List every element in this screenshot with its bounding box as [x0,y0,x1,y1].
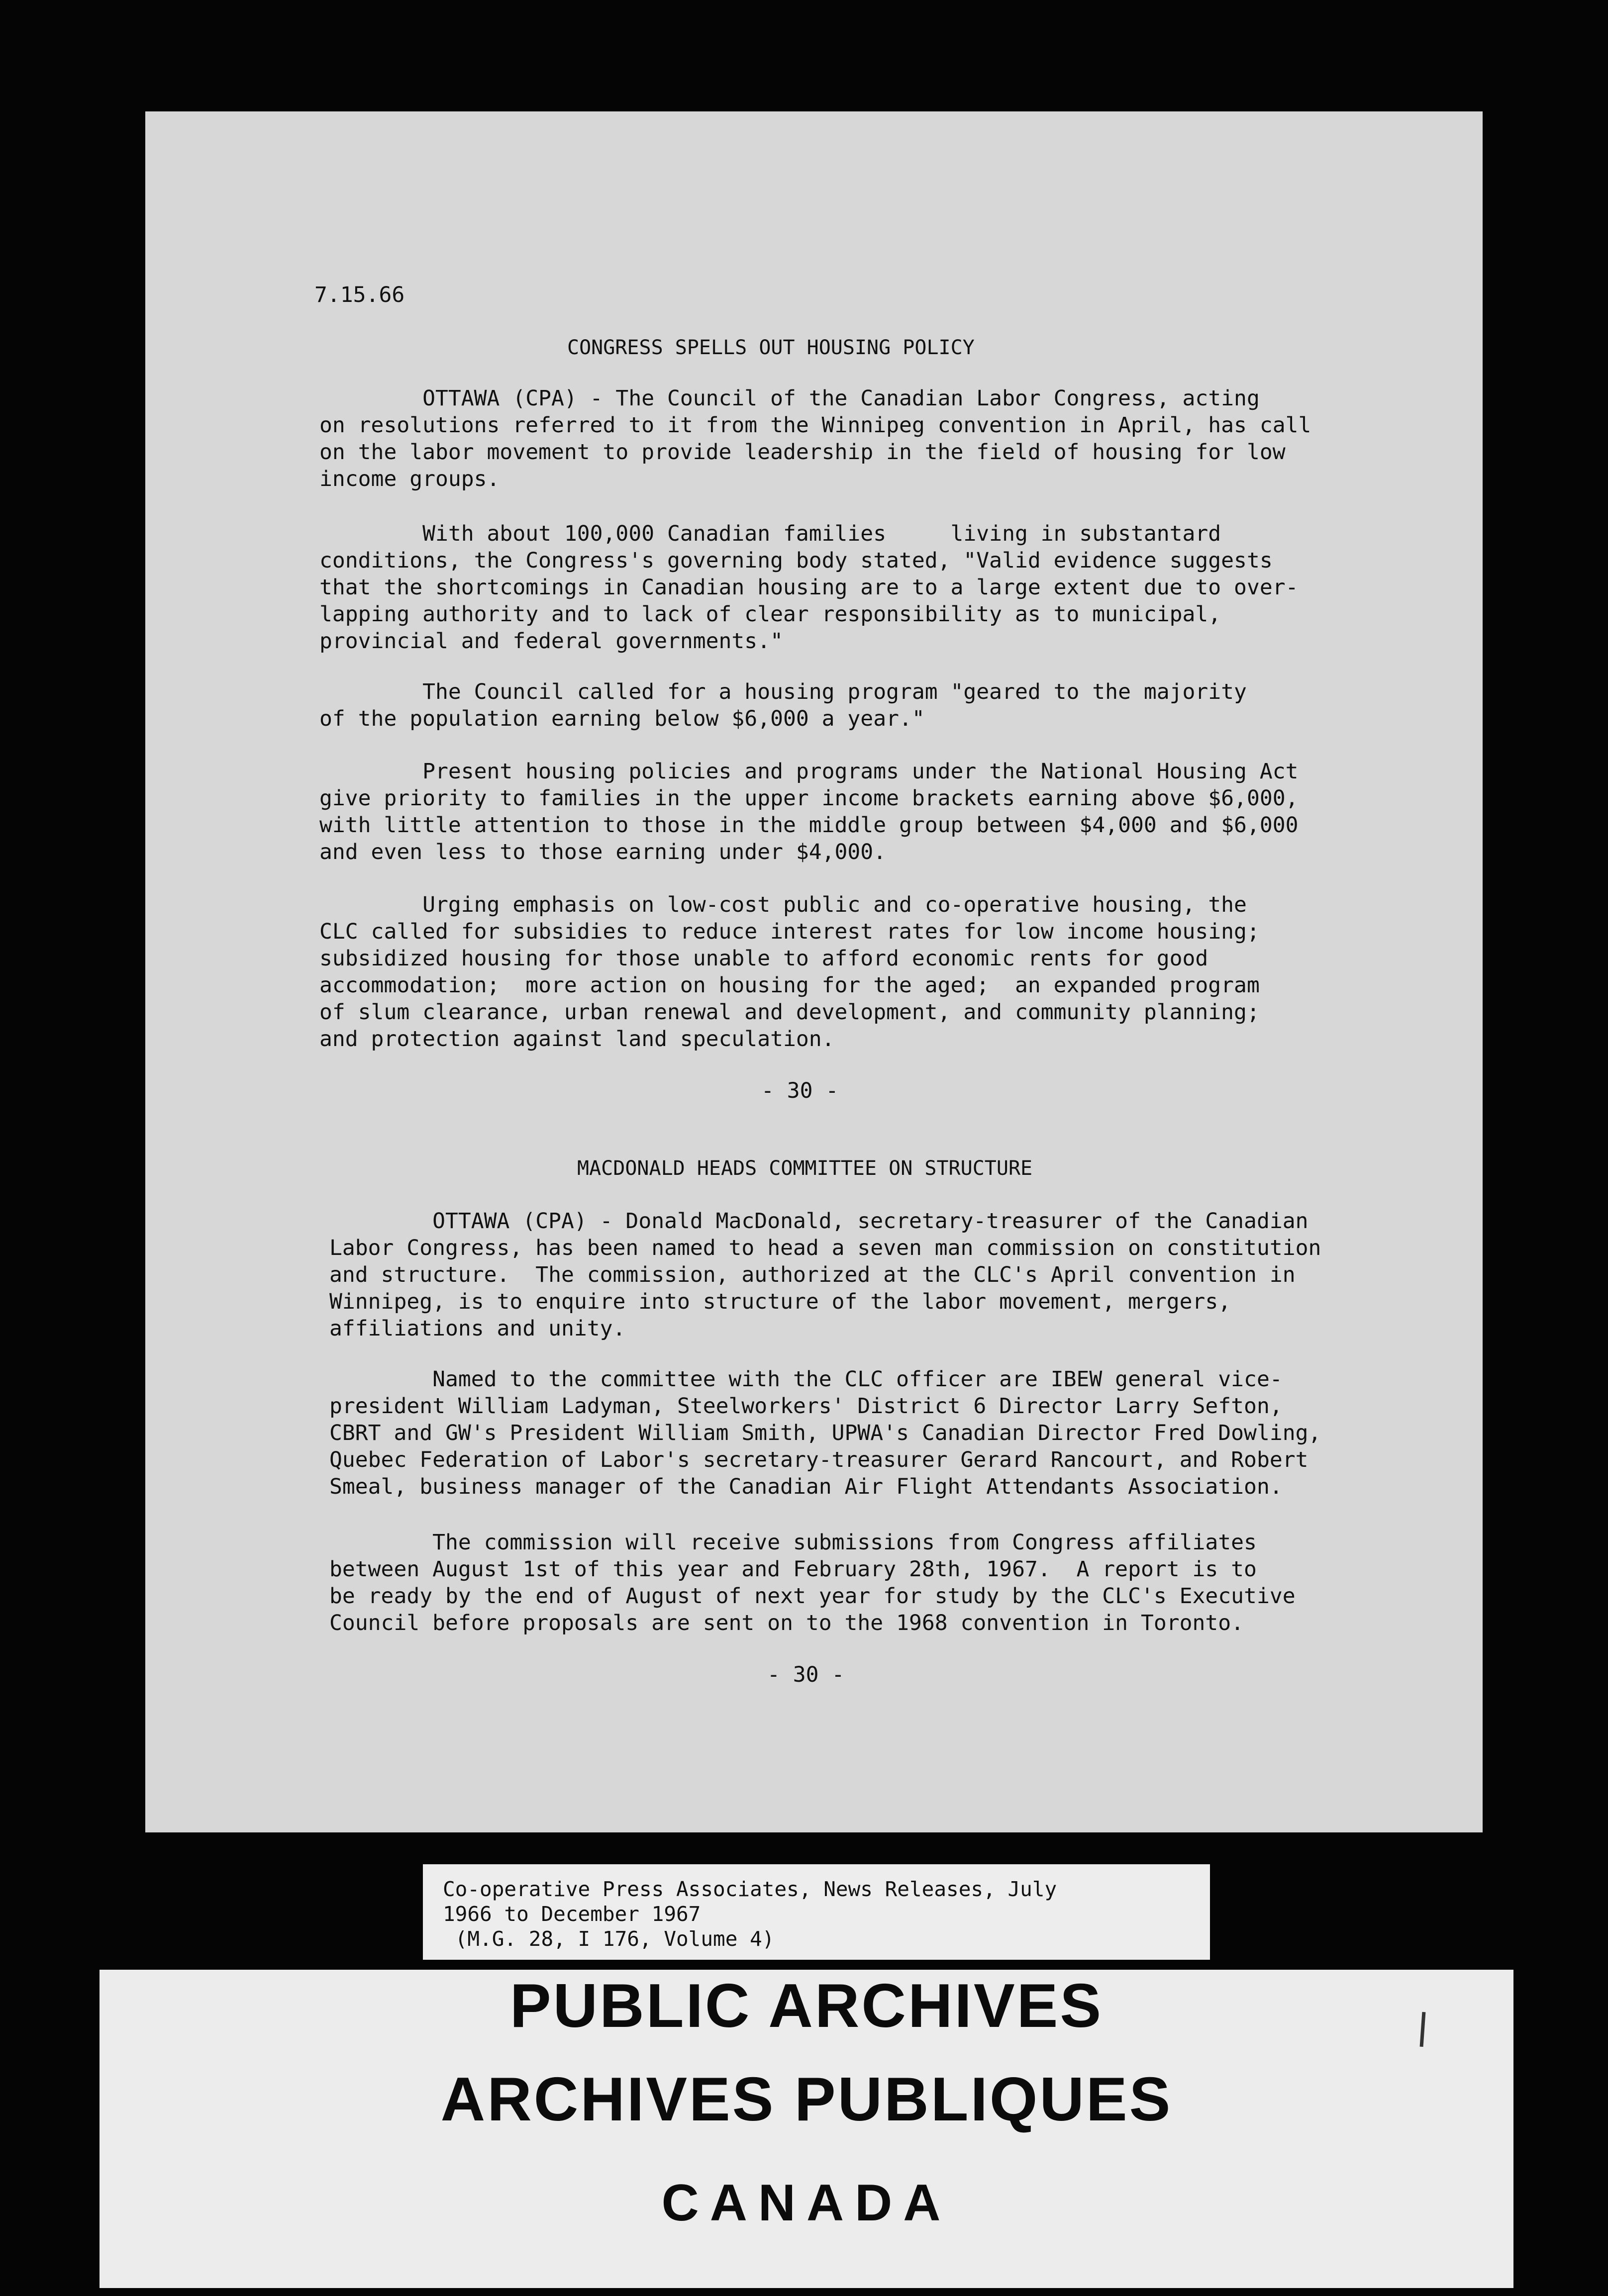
banner-line-3: CANADA [661,2174,952,2232]
article-2-headline: MACDONALD HEADS COMMITTEE ON STRUCTURE [577,1157,1033,1180]
archives-banner [100,1970,1513,2288]
archive-caption-label [423,1864,1210,1960]
article-1-paragraph-3: The Council called for a housing program "geared to the majority of the population earning below $6,000 a year." [319,679,1247,731]
caption-line-3: (M.G. 28, I 176, Volume 4) [443,1927,775,1951]
article-1-paragraph-2: With about 100,000 Canadian families living in substantard conditions, the Congress's governing body stated, "Valid evidence suggests that the shortcomings in Canadian housing are to a large extent due to over- lapping authority and to lack of clear responsibility as to municipal, provincial and federal governments." [319,521,1299,654]
article-1-headline: CONGRESS SPELLS OUT HOUSING POLICY [567,336,975,359]
article-1-paragraph-1: OTTAWA (CPA) - The Council of the Canadian Labor Congress, acting on resolutions referred to it from the Winnipeg convention in April, has call on the labor movement to provide leadership in the field of housing for low income groups. [319,386,1311,491]
banner-line-1: PUBLIC ARCHIVES [509,1972,1104,2040]
caption-line-1: Co-operative Press Associates, News Releases, July [443,1877,1057,1901]
caption-line-2: 1966 to December 1967 [443,1902,701,1926]
article-2-paragraph-3: The commission will receive submissions from Congress affiliates between August 1st of this year and February 28th, 1967. A report is to be ready by the end of August of next year for study by the CLC's Executive Council before proposals are sent on to the 1968 convention in Toronto. [329,1530,1296,1635]
article-1-paragraph-4: Present housing policies and programs under the National Housing Act give priority to families in the upper income brackets earning above $6,000, with little attention to those in the middle group between $4,000 and $6,000 and even less to those earning under $4,000. [319,759,1299,864]
article-2-paragraph-1: OTTAWA (CPA) - Donald MacDonald, secretary-treasurer of the Canadian Labor Congress, has been named to head a seven man commission on constitution and structure. The commission, authorized at the CLC's April convention in Winnipeg, is to enquire into structure of the labor movement, mergers, affiliations and unity. [329,1209,1321,1341]
article-2-paragraph-2: Named to the committee with the CLC officer are IBEW general vice- president William Ladyman, Steelworkers' District 6 Director Larry Sefton, CBRT and GW's President William Smith, UPWA's Canadian Director Fred Dowling, Quebec Federation of Labor's secretary-treasurer Gerard Rancourt, and Robert Smeal, business manager of the Canadian Air Flight Attendants Association. [329,1367,1321,1499]
article-2-end-mark: - 30 - [767,1662,845,1687]
article-1-paragraph-5: Urging emphasis on low-cost public and co-operative housing, the CLC called for subsidies to reduce interest rates for low income housing; subsidized housing for those unable to afford economic rents for good accommodation; more action on housing for the aged; an expanded program of slum clearance, urban renewal and development, and community planning; and protection against land speculation. [319,892,1260,1052]
banner-line-2: ARCHIVES PUBLIQUES [440,2065,1173,2134]
release-date: 7.15.66 [314,283,405,307]
article-1-end-mark: - 30 - [761,1078,839,1103]
